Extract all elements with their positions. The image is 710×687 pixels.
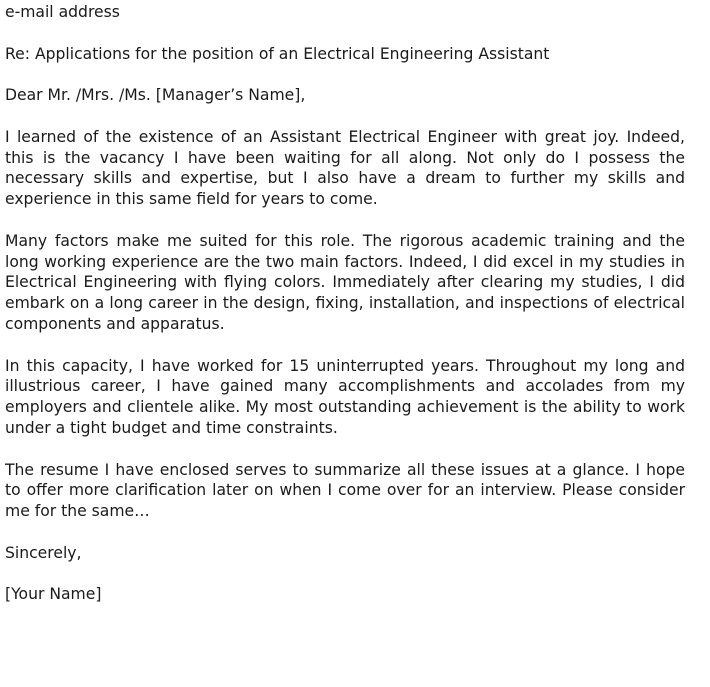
signature: [Your Name]: [5, 585, 102, 604]
subject-line: Re: Applications for the position of an Electrical Engineering Assistant: [5, 44, 550, 63]
cover-letter: [5, 2, 685, 605]
body-paragraph-closing: The resume I have enclosed serves to summarize all these issues at a glance. I hope to offer more clarification later on when I come over for an interview. Please consider me for the same…: [5, 460, 685, 521]
body-paragraph-experience: In this capacity, I have worked for 15 uninterrupted years. Throughout my long and illustrious career, I have gained many accomplishments and accolades from my employers and clientele alike. My most outstanding achievement is the ability to work under a tight budget and time constraints.: [5, 356, 685, 437]
closing-line: Sincerely,: [5, 543, 82, 562]
body-paragraph-qualifications: Many factors make me suited for this role. The rigorous academic training and the long working experience are the two main factors. Indeed, I did excel in my studies in Electrical Engineering with flying colors. Immediately after clearing my studies, I did embark on a long career in the design, fixing, installation, and inspections of electrical components and apparatus.: [5, 231, 685, 333]
email-address-line: e-mail address: [5, 3, 120, 21]
salutation: Dear Mr. /Mrs. /Ms. [Manager’s Name],: [5, 86, 306, 105]
body-paragraph-intro: I learned of the existence of an Assistant Electrical Engineer with great joy. Indeed, this is the vacancy I have been waiting for all along. Not only do I possess the necessary skills and expertise, but I also have a dream to further my skills and experience in this same field for years to come.: [5, 127, 685, 209]
